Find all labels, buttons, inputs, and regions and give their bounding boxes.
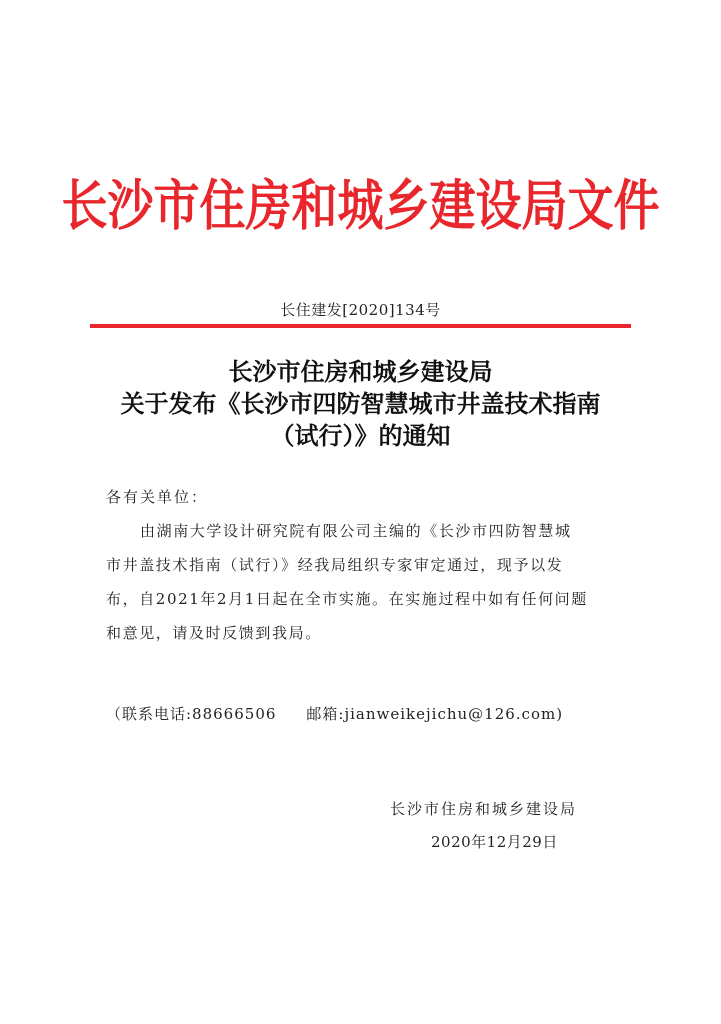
body-line-2: 市井盖技术指南（试行）》经我局组织专家审定通过，现予以发 xyxy=(106,556,564,574)
body-line-1: 由湖南大学设计研究院有限公司主编的《长沙市四防智慧城 xyxy=(140,522,572,540)
masthead-title: 长沙市住房和城乡建设局文件 xyxy=(61,173,660,238)
contact-phone: （联系电话:88666506 xyxy=(106,705,277,723)
issue-date: 2020年12月29日 xyxy=(431,833,558,851)
contact-info xyxy=(106,703,563,724)
issuer-signature: 长沙市住房和城乡建设局 xyxy=(390,800,578,818)
red-divider-line xyxy=(90,324,631,328)
body-line-4: 和意见，请及时反馈到我局。 xyxy=(106,624,322,642)
salutation: 各有关单位： xyxy=(106,488,209,506)
contact-email: 邮箱:jianweikejichu@126.com) xyxy=(306,705,564,723)
notice-title-line-3: （试行）》的通知 xyxy=(270,421,451,450)
notice-title xyxy=(0,356,721,452)
notice-title-line-1: 长沙市住房和城乡建设局 xyxy=(228,357,493,386)
notice-body xyxy=(106,514,626,650)
notice-title-line-2: 关于发布《长沙市四防智慧城市井盖技术指南 xyxy=(120,389,601,418)
body-line-3: 布，自2021年2月1日起在全市实施。在实施过程中如有任何问题 xyxy=(106,590,588,608)
document-number: 长住建发[2020]134号 xyxy=(280,301,441,319)
